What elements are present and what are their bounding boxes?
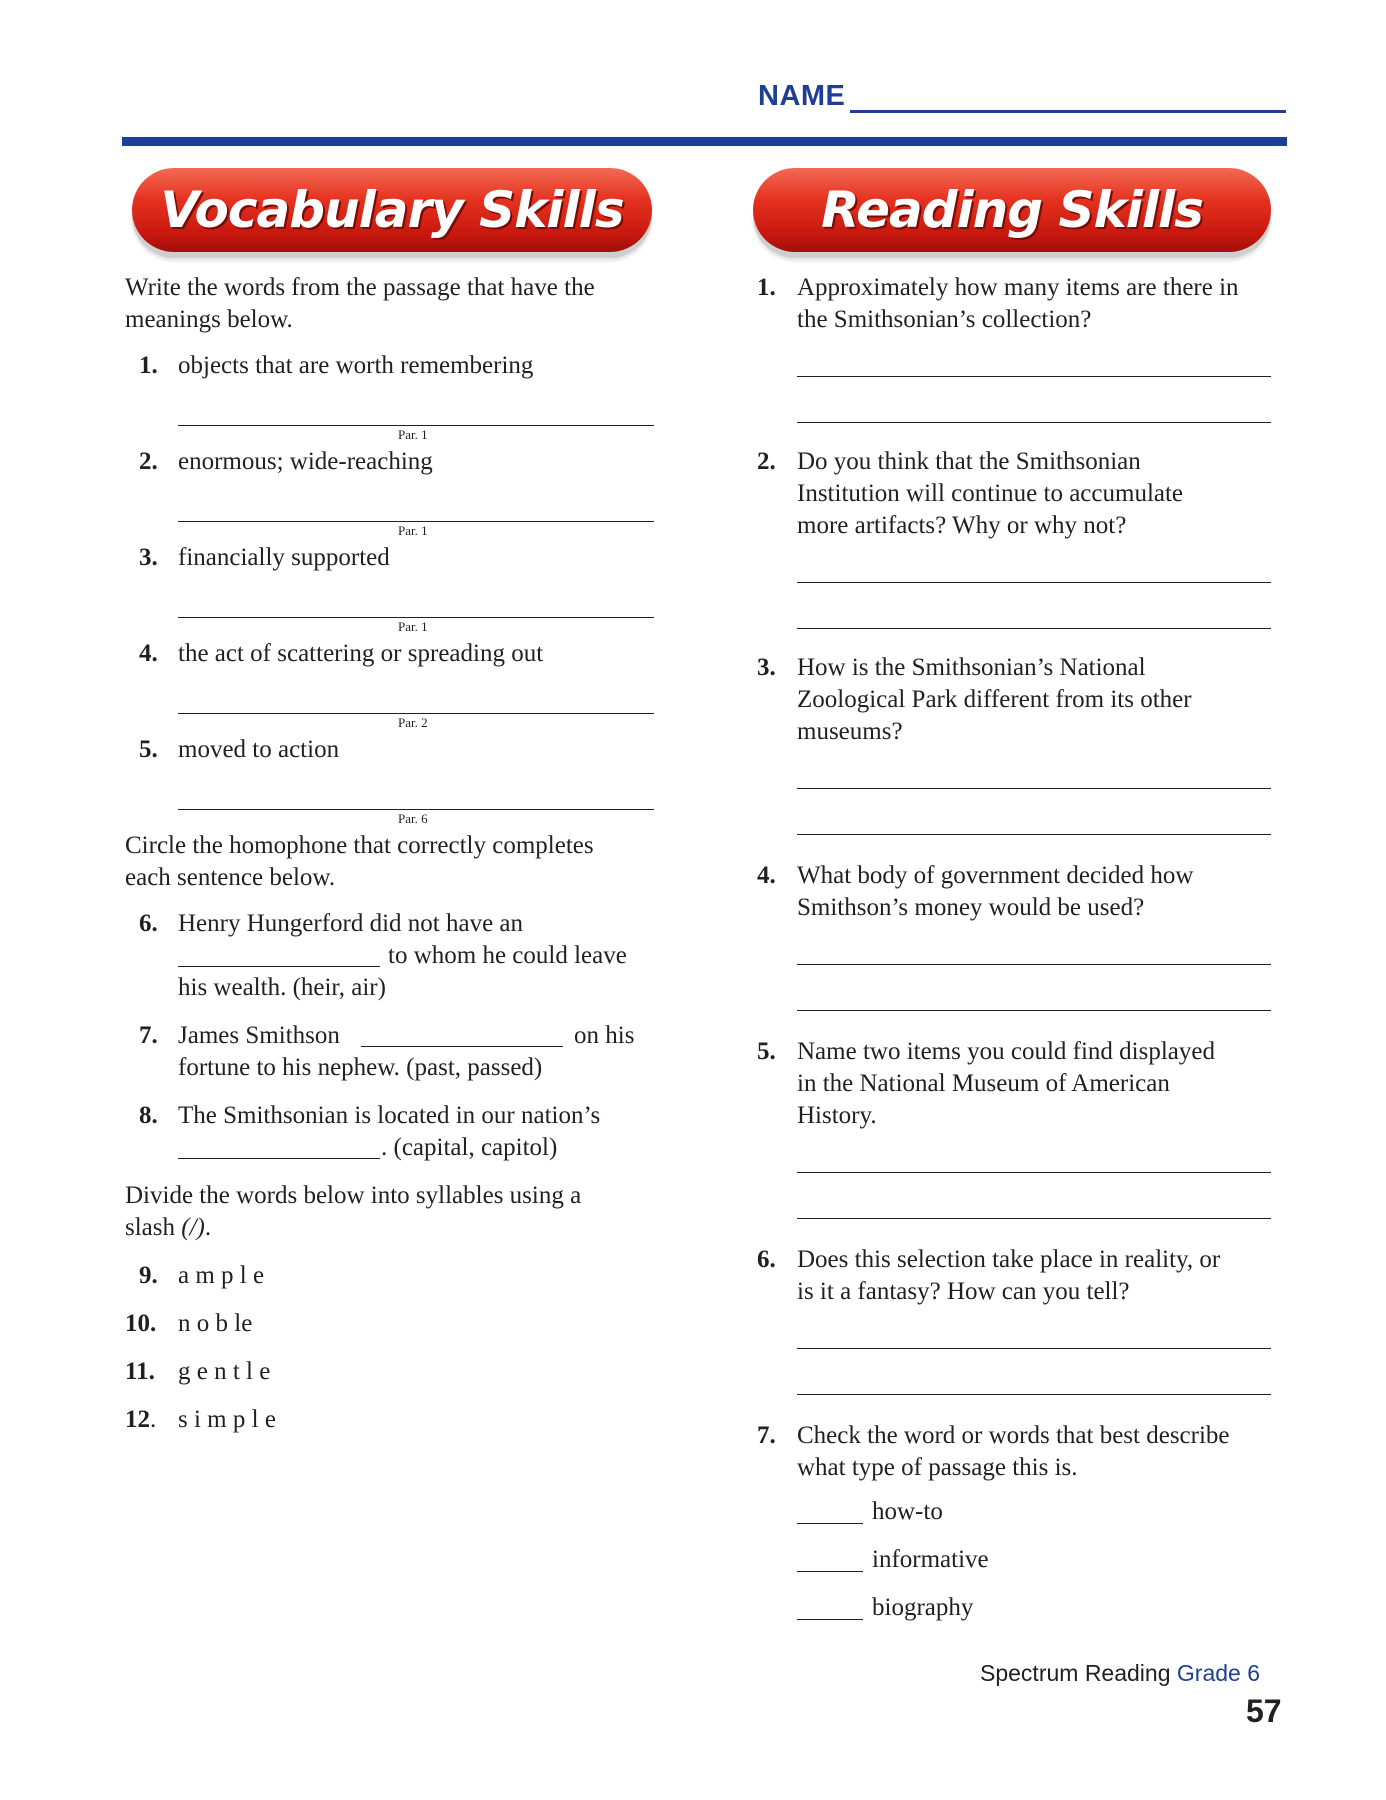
homophone-sentence: on his <box>574 1022 635 1049</box>
homophone-sentence: Henry Hungerford did not have an <box>178 910 524 937</box>
question-text: museums? <box>797 718 903 745</box>
homophone-sentence: The Smithsonian is located in our nation’s <box>178 1102 601 1129</box>
question-text: the Smithsonian’s collection? <box>797 306 1092 333</box>
item-number: 9. <box>139 1262 158 1289</box>
answer-line[interactable] <box>178 617 654 618</box>
answer-line[interactable] <box>178 809 654 810</box>
answer-line[interactable] <box>797 1010 1271 1011</box>
question-number: 3. <box>757 654 776 681</box>
vocab-definition: objects that are worth remembering <box>178 352 534 379</box>
vocab-instructions: Write the words from the passage that have the <box>125 274 595 301</box>
paragraph-reference: Par. 2 <box>398 715 428 730</box>
answer-line[interactable] <box>797 1172 1271 1173</box>
answer-line[interactable] <box>797 582 1271 583</box>
header-rule <box>122 137 1287 146</box>
answer-line[interactable] <box>797 1348 1271 1349</box>
homophone-sentence: to whom he could leave <box>388 942 627 969</box>
vocab-definition: moved to action <box>178 736 340 763</box>
homophone-sentence: his wealth. (heir, air) <box>178 974 386 1001</box>
question-text: Name two items you could find displayed <box>797 1038 1215 1065</box>
paragraph-reference: Par. 1 <box>398 427 428 442</box>
paragraph-reference: Par. 6 <box>398 811 428 826</box>
question-number: 7. <box>757 1422 776 1449</box>
question-text: Does this selection take place in reality, or <box>797 1246 1221 1273</box>
item-number: 7. <box>139 1022 158 1049</box>
syllable-instructions: Divide the words below into syllables using a <box>125 1182 582 1209</box>
question-text: Check the word or words that best describe <box>797 1422 1230 1449</box>
vocabulary-skills-banner <box>132 168 652 252</box>
answer-line[interactable] <box>797 1394 1271 1395</box>
choice-label: informative <box>872 1546 989 1573</box>
syllable-word: s i m p l e <box>178 1406 276 1433</box>
question-text: Approximately how many items are there in <box>797 274 1239 301</box>
choice-label: biography <box>872 1594 974 1621</box>
checkbox-line-informative[interactable] <box>797 1571 863 1572</box>
grade-label: Grade 6 <box>1176 1660 1260 1686</box>
question-number: 5. <box>757 1038 776 1065</box>
vocab-definition: the act of scattering or spreading out <box>178 640 544 667</box>
question-text: How is the Smithsonian’s National <box>797 654 1146 681</box>
answer-line[interactable] <box>797 788 1271 789</box>
answer-line[interactable] <box>797 834 1271 835</box>
item-number: 3. <box>139 544 158 571</box>
homophone-sentence: James Smithson <box>178 1022 340 1049</box>
syllable-word: g e n t l e <box>178 1358 271 1385</box>
question-number: 6. <box>757 1246 776 1273</box>
fill-in-blank[interactable] <box>178 1158 380 1159</box>
question-text: Smithson’s money would be used? <box>797 894 1145 921</box>
syllable-word: a m p l e <box>178 1262 265 1289</box>
question-text: more artifacts? Why or why not? <box>797 512 1127 539</box>
homophone-sentence: fortune to his nephew. (past, passed) <box>178 1054 543 1081</box>
item-number: 11. <box>125 1358 155 1385</box>
question-number: 4. <box>757 862 776 889</box>
fill-in-blank[interactable] <box>178 966 380 967</box>
answer-line[interactable] <box>797 964 1271 965</box>
checkbox-line-how-to[interactable] <box>797 1523 863 1524</box>
page-number: 57 <box>1246 1693 1282 1729</box>
vocab-instructions: meanings below. <box>125 306 293 333</box>
fill-in-blank[interactable] <box>361 1046 563 1047</box>
question-number: 1. <box>757 274 776 301</box>
question-number: 2. <box>757 448 776 475</box>
question-text: is it a fantasy? How can you tell? <box>797 1278 1130 1305</box>
item-number: 1. <box>139 352 158 379</box>
reading-skills-title: Reading Skills <box>821 181 1203 239</box>
question-text: Institution will continue to accumulate <box>797 480 1184 507</box>
answer-line[interactable] <box>178 713 654 714</box>
homophone-instructions: each sentence below. <box>125 864 336 891</box>
syllable-word: n o b le <box>178 1310 253 1337</box>
question-text: What body of government decided how <box>797 862 1194 889</box>
homophone-instructions: Circle the homophone that correctly completes <box>125 832 594 859</box>
item-number: 5. <box>139 736 158 763</box>
answer-line[interactable] <box>797 1218 1271 1219</box>
syllable-instructions: slash (/). <box>125 1214 212 1241</box>
question-text: Zoological Park different from its other <box>797 686 1192 713</box>
checkbox-line-biography[interactable] <box>797 1619 863 1620</box>
series-title <box>980 1660 1260 1687</box>
vocab-definition: financially supported <box>178 544 390 571</box>
homophone-sentence: . (capital, capitol) <box>381 1134 558 1161</box>
paragraph-reference: Par. 1 <box>398 619 428 634</box>
question-text: Do you think that the Smithsonian <box>797 448 1141 475</box>
series-name: Spectrum Reading <box>980 1660 1171 1686</box>
name-label: NAME <box>758 80 846 112</box>
choice-label: how-to <box>872 1498 943 1525</box>
question-text: what type of passage this is. <box>797 1454 1078 1481</box>
item-number: 6. <box>139 910 158 937</box>
question-text: History. <box>797 1102 877 1129</box>
paragraph-reference: Par. 1 <box>398 523 428 538</box>
vocab-definition: enormous; wide-reaching <box>178 448 433 475</box>
answer-line[interactable] <box>797 376 1271 377</box>
answer-line[interactable] <box>797 628 1271 629</box>
vocabulary-skills-title: Vocabulary Skills <box>160 181 624 239</box>
item-number: 10. <box>125 1310 157 1337</box>
reading-skills-banner <box>753 168 1271 252</box>
answer-line[interactable] <box>797 422 1271 423</box>
name-field-line[interactable] <box>850 110 1286 113</box>
answer-line[interactable] <box>178 521 654 522</box>
item-number: 4. <box>139 640 158 667</box>
question-text: in the National Museum of American <box>797 1070 1170 1097</box>
item-number: 8. <box>139 1102 158 1129</box>
item-number: 2. <box>139 448 158 475</box>
item-number: 12. <box>125 1406 157 1433</box>
answer-line[interactable] <box>178 425 654 426</box>
